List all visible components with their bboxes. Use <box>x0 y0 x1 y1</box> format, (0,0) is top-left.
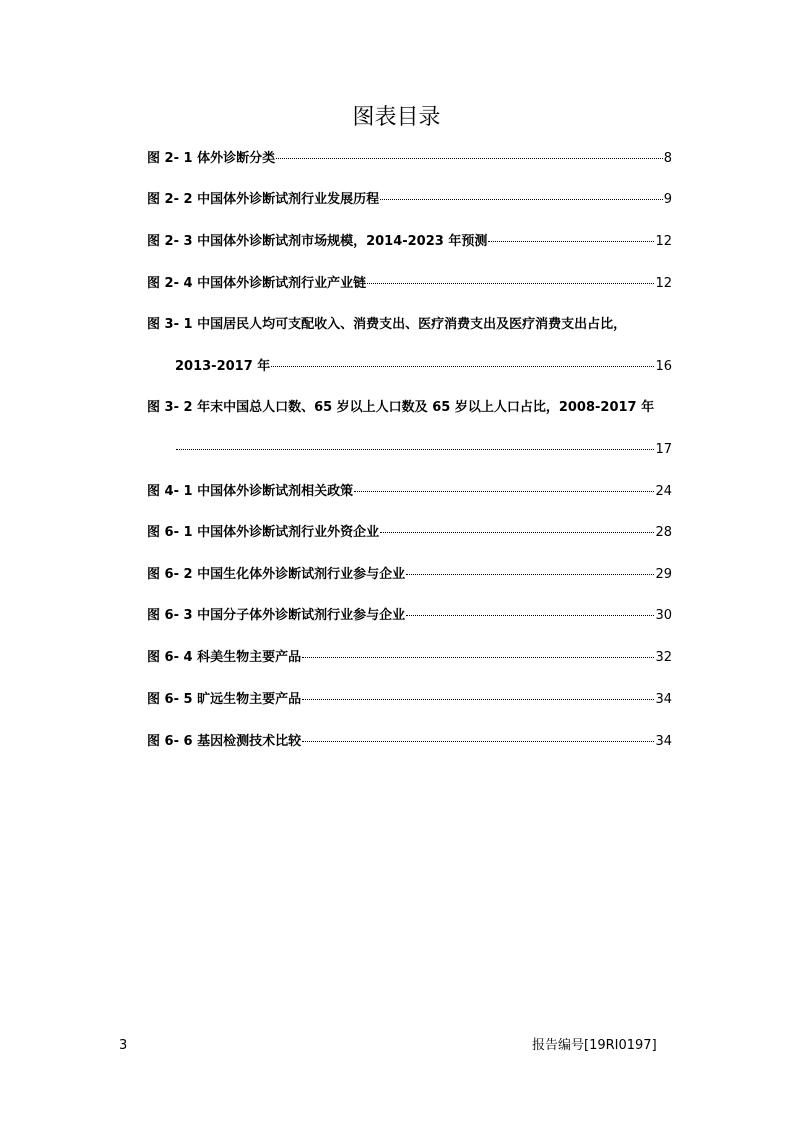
toc-entry-continuation[interactable] <box>175 441 672 459</box>
toc-entry[interactable] <box>147 524 672 542</box>
dot-leader <box>302 657 654 658</box>
toc-entry-continuation[interactable] <box>175 358 672 376</box>
toc-entry-label: 图 6- 5 旷远生物主要产品 <box>147 692 302 707</box>
dot-leader <box>302 741 654 742</box>
toc-entry-page: 32 <box>655 650 672 665</box>
toc-entry[interactable] <box>147 191 672 209</box>
toc-entry-page: 29 <box>655 567 672 582</box>
toc-entry-label: 图 6- 3 中国分子体外诊断试剂行业参与企业 <box>147 608 406 623</box>
toc-entry-label: 图 6- 4 科美生物主要产品 <box>147 650 302 665</box>
toc-entry-label: 图 6- 6 基因检测技术比较 <box>147 734 302 749</box>
toc-entry[interactable] <box>147 649 672 667</box>
toc-entry-page: 30 <box>655 608 672 623</box>
dot-leader <box>354 491 654 492</box>
toc-entry[interactable] <box>147 150 672 168</box>
dot-leader <box>488 241 654 242</box>
dot-leader <box>406 615 654 616</box>
toc-entry-label: 图 2- 3 中国体外诊断试剂市场规模，2014-2023 年预测 <box>147 234 488 249</box>
dot-leader <box>406 574 654 575</box>
toc-entry-label: 图 6- 2 中国生化体外诊断试剂行业参与企业 <box>147 567 406 582</box>
toc-entry-page: 28 <box>655 525 672 540</box>
toc-entry[interactable] <box>147 399 672 417</box>
dot-leader <box>302 699 654 700</box>
toc-entry[interactable] <box>147 566 672 584</box>
dot-leader <box>380 532 654 533</box>
toc-entry[interactable] <box>147 733 672 751</box>
toc-entry-label: 图 2- 1 体外诊断分类 <box>147 151 276 166</box>
toc-entry-label: 图 4- 1 中国体外诊断试剂相关政策 <box>147 484 354 499</box>
toc-entry-page: 24 <box>655 484 672 499</box>
dot-leader <box>367 283 654 284</box>
dot-leader <box>176 449 654 450</box>
toc-entry-page: 12 <box>655 276 672 291</box>
toc-entry[interactable] <box>147 233 672 251</box>
toc-entry-label: 图 6- 1 中国体外诊断试剂行业外资企业 <box>147 525 380 540</box>
toc-entry[interactable] <box>147 691 672 709</box>
toc-entry[interactable] <box>147 275 672 293</box>
toc-entry-page: 16 <box>655 359 672 374</box>
toc-entry[interactable] <box>147 483 672 501</box>
toc-entry-page: 9 <box>663 192 672 207</box>
toc-entry[interactable] <box>147 316 672 334</box>
toc-entry-label: 图 2- 2 中国体外诊断试剂行业发展历程 <box>147 192 380 207</box>
toc-entry-label: 图 2- 4 中国体外诊断试剂行业产业链 <box>147 276 367 291</box>
dot-leader <box>380 199 663 200</box>
footer-page-number: 3 <box>119 1038 128 1053</box>
toc-entry-page: 17 <box>655 442 672 457</box>
toc-entry-page: 34 <box>655 734 672 749</box>
toc-entry-page: 12 <box>655 234 672 249</box>
dot-leader <box>276 158 663 159</box>
footer-report-id: 报告编号[19RI0197] <box>532 1038 657 1053</box>
page-title: 图表目录 <box>352 105 441 130</box>
toc-entry-page: 8 <box>663 151 672 166</box>
toc-entry-label: 图 3- 1 中国居民人均可支配收入、消费支出、医疗消费支出及医疗消费支出占比， <box>147 317 627 332</box>
toc-entry[interactable] <box>147 607 672 625</box>
dot-leader <box>271 366 654 367</box>
toc-entry-label: 图 3- 2 年末中国总人口数、65 岁以上人口数及 65 岁以上人口占比，2008-2017 年 <box>147 400 655 415</box>
toc-entry-page: 34 <box>655 692 672 707</box>
toc-entry-label-cont: 2013-2017 年 <box>175 359 271 374</box>
